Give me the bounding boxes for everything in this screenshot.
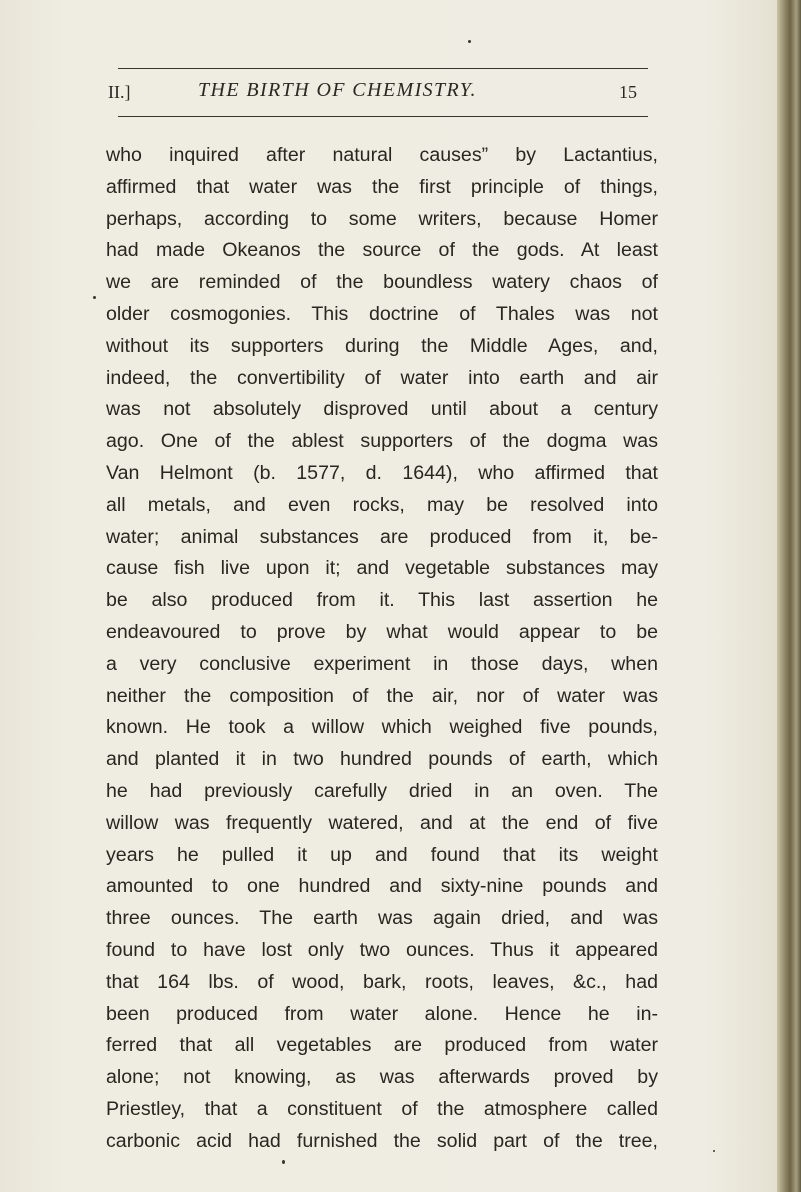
body-line: willow was frequently watered, and at the end of five — [106, 811, 658, 834]
section-marker: II.] — [108, 82, 131, 102]
print-speck — [713, 1150, 715, 1152]
header-rule-top — [118, 68, 648, 69]
body-line: he had previously carefully dried in an oven. The — [106, 779, 658, 802]
body-line: affirmed that water was the first principle of things, — [106, 175, 658, 198]
body-line: had made Okeanos the source of the gods. At least — [106, 239, 658, 262]
print-speck — [468, 40, 471, 43]
body-line: be also produced from it. This last assertion he — [106, 589, 658, 612]
running-head-title: THE BIRTH OF CHEMISTRY. — [198, 79, 477, 101]
body-line: found to have lost only two ounces. Thus it appeared — [106, 938, 658, 961]
body-line: three ounces. The earth was again dried, and was — [106, 907, 658, 930]
binding-edge — [777, 0, 801, 1192]
print-speck — [93, 296, 96, 299]
body-line: perhaps, according to some writers, because Homer — [106, 207, 658, 230]
body-line: that 164 lbs. of wood, bark, roots, leaves, &c., had — [106, 970, 658, 993]
running-head — [108, 62, 646, 122]
body-line: been produced from water alone. Hence he in- — [106, 1002, 658, 1025]
body-line: ago. One of the ablest supporters of the dogma was — [106, 430, 658, 453]
body-line: ferred that all vegetables are produced from water — [106, 1034, 658, 1057]
body-line: older cosmogonies. This doctrine of Thales was not — [106, 302, 658, 325]
body-line: endeavoured to prove by what would appear to be — [106, 620, 658, 643]
body-line: alone; not knowing, as was afterwards proved by — [106, 1066, 658, 1089]
body-line: and planted it in two hundred pounds of earth, which — [106, 748, 658, 771]
body-line: we are reminded of the boundless watery chaos of — [106, 271, 658, 294]
body-line: indeed, the convertibility of water into earth and air — [106, 366, 658, 389]
body-line: neither the composition of the air, nor of water was — [106, 684, 658, 707]
body-line: Priestley, that a constituent of the atmosphere called — [106, 1097, 658, 1120]
body-line: all metals, and even rocks, may be resolved into — [106, 493, 658, 516]
body-line: amounted to one hundred and sixty-nine pounds and — [106, 875, 658, 898]
body-line: was not absolutely disproved until about a century — [106, 398, 658, 421]
body-line: water; animal substances are produced from it, be- — [106, 525, 658, 548]
header-rule-bottom — [118, 116, 648, 117]
body-line: known. He took a willow which weighed five pounds, — [106, 716, 658, 739]
body-text — [106, 140, 658, 1158]
body-line: without its supporters during the Middle Ages, and, — [106, 334, 658, 357]
page-number: 15 — [619, 82, 637, 102]
body-line: a very conclusive experiment in those days, when — [106, 652, 658, 675]
body-line: Van Helmont (b. 1577, d. 1644), who affirmed that — [106, 461, 658, 484]
body-line: who inquired after natural causes” by Lactantius, — [106, 144, 658, 166]
print-speck — [282, 1160, 285, 1164]
body-line: cause fish live upon it; and vegetable substances may — [106, 557, 658, 580]
body-line: carbonic acid had furnished the solid part of the tree, — [106, 1129, 658, 1152]
body-line: years he pulled it up and found that its weight — [106, 843, 658, 866]
